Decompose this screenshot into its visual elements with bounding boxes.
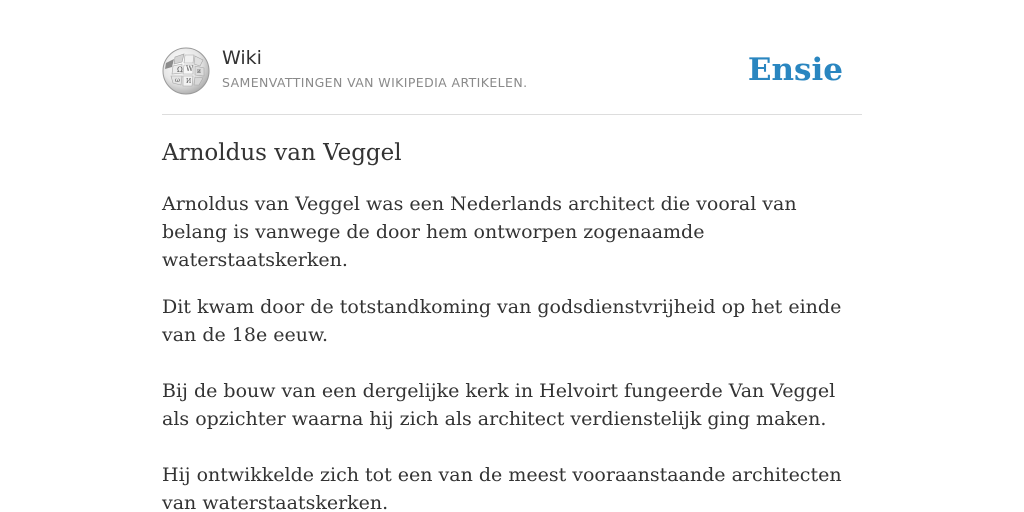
article-paragraph: Dit kwam door de totstandkoming van godsdienstvrijheid op het einde van de 18e eeuw. [162, 296, 842, 346]
site-subtitle: SAMENVATTINGEN VAN WIKIPEDIA ARTIKELEN. [222, 75, 528, 90]
svg-text:Ω: Ω [177, 66, 183, 74]
svg-text:ω: ω [175, 77, 180, 84]
article-paragraph: Hij ontwikkelde zich tot een van de meest vooraanstaande architecten van waterstaatskerken. [162, 464, 842, 512]
svg-text:W: W [186, 65, 194, 73]
article-paragraph: Bij de bouw van een dergelijke kerk in Helvoirt fungeerde Van Veggel als opzichter waarna hij zich als architect verdienstelijk ging maken. [162, 380, 836, 430]
wikipedia-globe-icon[interactable] [162, 47, 210, 95]
site-title[interactable]: Wiki [222, 47, 262, 69]
article-paragraph: Arnoldus van Veggel was een Nederlands architect die vooral van belang is vanwege de door hem ontworpen zogenaamde waterstaatskerken. [162, 193, 797, 271]
svg-text:И: И [186, 78, 192, 85]
brand-logo[interactable]: Ensie [747, 52, 843, 88]
article-title: Arnoldus van Veggel [162, 140, 402, 166]
svg-text:и: и [197, 68, 201, 75]
article-body [162, 190, 862, 512]
site-header [162, 44, 862, 115]
